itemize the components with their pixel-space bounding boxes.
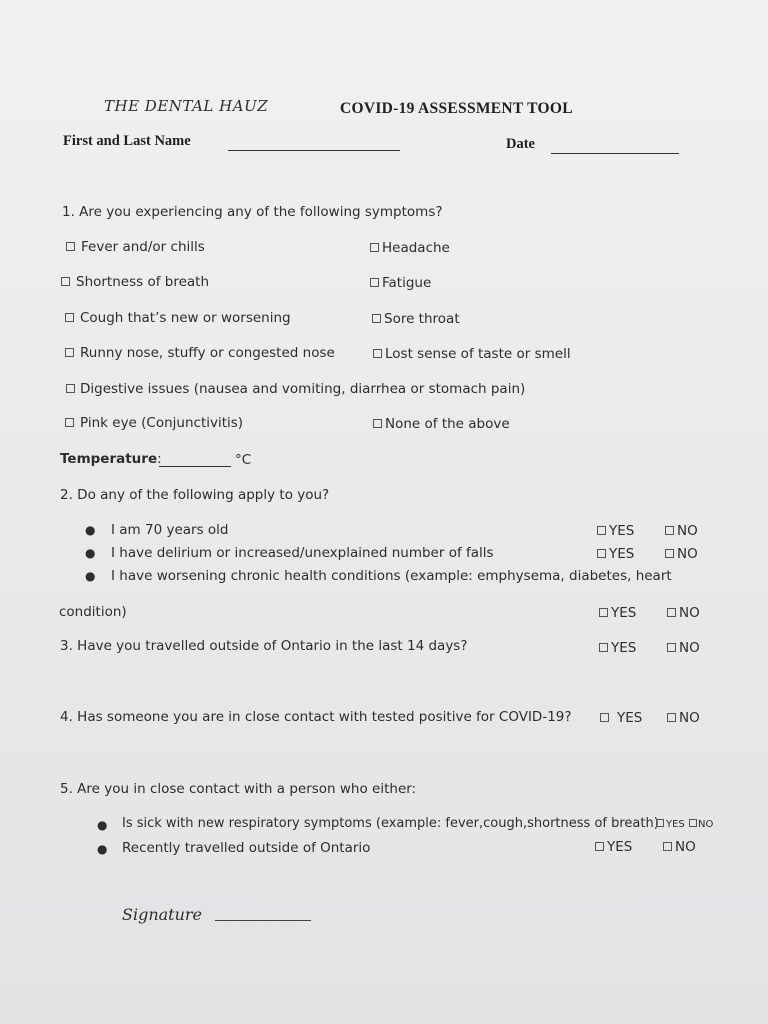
- q3-question: 3. Have you travelled outside of Ontario in the last 14 days?: [60, 638, 468, 654]
- clinic-name: THE DENTAL HAUZ: [104, 97, 269, 115]
- q2-item3-yes[interactable]: YES: [599, 605, 636, 621]
- q3-yes[interactable]: YES: [599, 640, 636, 656]
- temperature-label: Temperature: [60, 451, 158, 467]
- q1-option-none[interactable]: None of the above: [373, 416, 510, 432]
- signature-label: Signature: [122, 905, 203, 924]
- q2-item2-yes[interactable]: YES: [597, 546, 634, 562]
- q1-question: 1. Are you experiencing any of the following symptoms?: [62, 204, 443, 220]
- q2-item3: I have worsening chronic health conditions (example: emphysema, diabetes, heart: [111, 568, 672, 584]
- q5-question: 5. Are you in close contact with a person who either:: [60, 781, 417, 797]
- checkbox[interactable]: [370, 278, 379, 287]
- q5-item1: Is sick with new respiratory symptoms (example: fever,cough,shortness of breath): [122, 816, 659, 831]
- q2-question: 2. Do any of the following apply to you?: [60, 487, 330, 503]
- checkbox[interactable]: [66, 384, 75, 393]
- form-title: COVID-19 ASSESSMENT TOOL: [340, 100, 573, 117]
- q1-option-headache[interactable]: Headache: [370, 240, 450, 256]
- checkbox[interactable]: [65, 313, 74, 322]
- q1-option-taste[interactable]: Lost sense of taste or smell: [373, 346, 571, 362]
- checkbox[interactable]: [373, 419, 382, 428]
- q4-yes[interactable]: YES: [600, 710, 642, 726]
- bullet: ●: [85, 546, 96, 560]
- name-label: First and Last Name: [63, 133, 191, 149]
- q5-item2-yes[interactable]: YES: [595, 839, 632, 855]
- checkbox[interactable]: [65, 348, 74, 357]
- checkbox[interactable]: [65, 418, 74, 427]
- checkbox[interactable]: [370, 243, 379, 252]
- q1-option-runny[interactable]: Runny nose, stuffy or congested nose: [65, 345, 335, 361]
- temperature-unit: °C: [235, 452, 252, 468]
- q1-option-breath[interactable]: Shortness of breath: [61, 274, 209, 290]
- q2-item1: I am 70 years old: [111, 522, 229, 538]
- bullet: ●: [97, 842, 108, 856]
- q5-item2-no[interactable]: NO: [663, 839, 696, 855]
- checkbox[interactable]: [61, 277, 70, 286]
- q2-item3-continued: condition): [59, 604, 127, 620]
- q1-option-throat[interactable]: Sore throat: [372, 311, 460, 327]
- q1-option-fever[interactable]: Fever and/or chills: [66, 239, 205, 255]
- checkbox[interactable]: [372, 314, 381, 323]
- q2-item2-no[interactable]: NO: [665, 546, 698, 562]
- bullet: ●: [97, 818, 108, 832]
- checkbox[interactable]: [66, 242, 75, 251]
- signature-line[interactable]: ___________________: [215, 907, 310, 921]
- q1-option-digestive[interactable]: Digestive issues (nausea and vomiting, diarrhea or stomach pain): [66, 381, 525, 397]
- q4-question: 4. Has someone you are in close contact with tested positive for COVID-19?: [60, 709, 572, 725]
- temperature-field[interactable]: [159, 452, 231, 467]
- q3-no[interactable]: NO: [667, 640, 700, 656]
- q1-option-pinkeye[interactable]: Pink eye (Conjunctivitis): [65, 415, 243, 431]
- q5-item1-yes[interactable]: YES: [656, 819, 685, 830]
- checkbox[interactable]: [373, 349, 382, 358]
- q5-item2: Recently travelled outside of Ontario: [122, 840, 371, 856]
- date-field[interactable]: [551, 139, 679, 154]
- q2-item1-no[interactable]: NO: [665, 523, 698, 539]
- q1-option-cough[interactable]: Cough that’s new or worsening: [65, 310, 291, 326]
- q5-item1-no[interactable]: NO: [689, 819, 713, 830]
- q2-item3-no[interactable]: NO: [667, 605, 700, 621]
- bullet: ●: [85, 523, 96, 537]
- date-label: Date: [506, 136, 535, 152]
- temperature-row: Temperature:: [60, 451, 162, 467]
- q2-item2: I have delirium or increased/unexplained number of falls: [111, 545, 494, 561]
- bullet: ●: [85, 569, 96, 583]
- q4-no[interactable]: NO: [667, 710, 700, 726]
- name-field[interactable]: [228, 136, 400, 151]
- q1-option-fatigue[interactable]: Fatigue: [370, 275, 431, 291]
- q2-item1-yes[interactable]: YES: [597, 523, 634, 539]
